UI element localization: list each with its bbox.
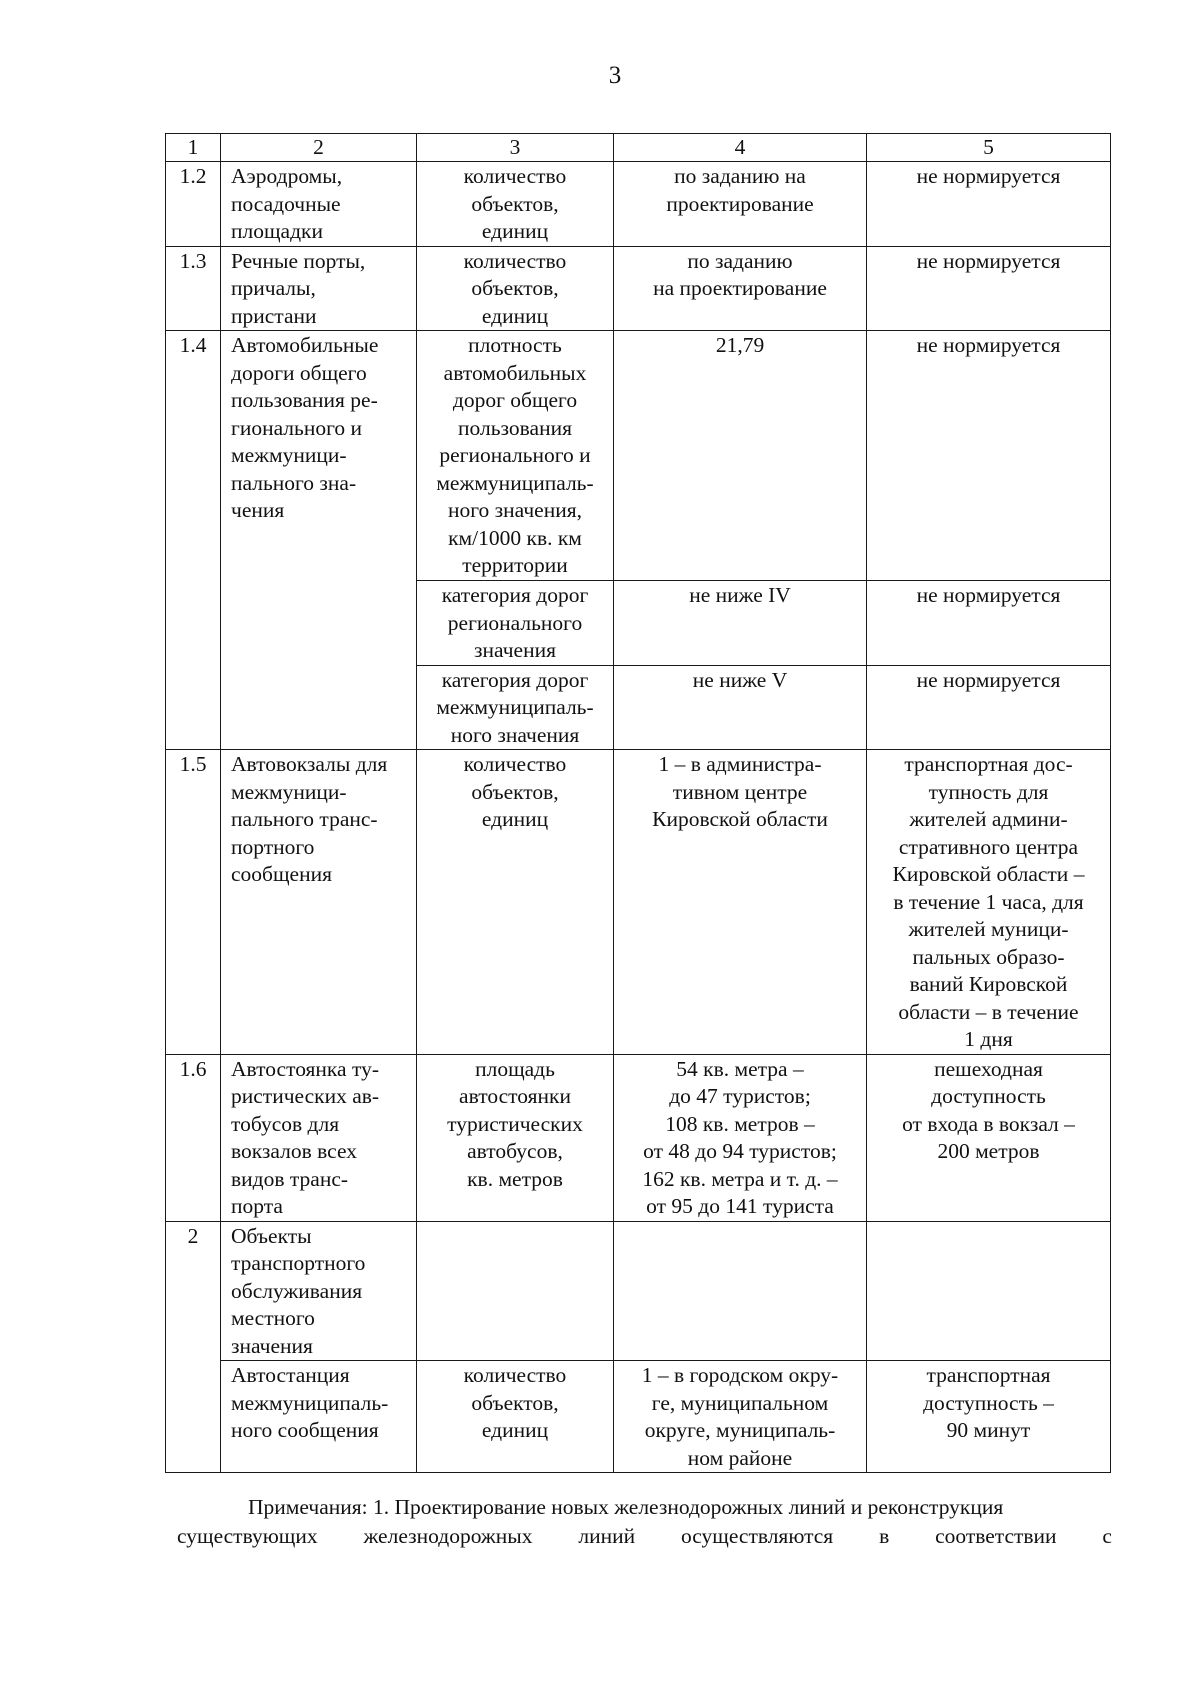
- indicator-cell: плотность автомобильных дорог общего пользования регионального и межмуниципаль- ного значения, км/1000 кв. км территории: [417, 331, 614, 581]
- accessibility-cell: не нормируется: [867, 665, 1111, 750]
- indicator-cell: категория дорог регионального значения: [417, 581, 614, 666]
- row-number-cell: 2: [166, 1221, 221, 1361]
- row-number-cell: 1.5: [166, 750, 221, 1055]
- notes-word: соответствии: [935, 1524, 1057, 1548]
- value-cell: [614, 1221, 867, 1361]
- table-row: [166, 246, 1111, 331]
- indicator-cell: категория дорог межмуниципаль- ного значения: [417, 665, 614, 750]
- value-cell: 21,79: [614, 331, 867, 581]
- value-cell: 1 – в городском окру- ге, муниципальном округе, муниципаль- ном районе: [614, 1361, 867, 1473]
- indicator-cell: количество объектов, единиц: [417, 162, 614, 247]
- header-cell: 1: [166, 134, 221, 162]
- header-cell: 4: [614, 134, 867, 162]
- notes-word: в: [879, 1524, 890, 1548]
- indicator-cell: количество объектов, единиц: [417, 750, 614, 1055]
- row-number-cell: 1.2: [166, 162, 221, 247]
- notes-paragraph: [177, 1493, 1112, 1551]
- value-cell: по заданию на проектирование: [614, 246, 867, 331]
- accessibility-cell: не нормируется: [867, 581, 1111, 666]
- object-name-cell: Речные порты, причалы, пристани: [221, 246, 417, 331]
- accessibility-cell: транспортная дос- тупность для жителей админи- стративного центра Кировской области – в течение 1 часа, для жителей муници- пальных образо- ваний Кировской области – в течение 1 дня: [867, 750, 1111, 1055]
- value-cell: не ниже V: [614, 665, 867, 750]
- table-row: [166, 750, 1111, 1055]
- row-number-cell: 1.4: [166, 331, 221, 750]
- row-number-cell: 1.6: [166, 1054, 221, 1221]
- accessibility-cell: не нормируется: [867, 246, 1111, 331]
- table-row: [166, 1221, 1111, 1361]
- table-row: [166, 331, 1111, 581]
- notes-line-1: Примечания: 1. Проектирование новых железнодорожных линий и реконструкция: [248, 1495, 1004, 1519]
- norms-table: [165, 133, 1111, 1473]
- notes-line-2: [177, 1522, 1112, 1551]
- object-name-cell: Автовокзалы для межмуници- пального транс- портного сообщения: [221, 750, 417, 1055]
- accessibility-cell: не нормируется: [867, 331, 1111, 581]
- table-row: [166, 162, 1111, 247]
- notes-word: существующих: [177, 1524, 318, 1548]
- object-name-cell: Объекты транспортного обслуживания местного значения: [221, 1221, 417, 1361]
- value-cell: 54 кв. метра – до 47 туристов; 108 кв. метров – от 48 до 94 туристов; 162 кв. метра и т. д. – от 95 до 141 туриста: [614, 1054, 867, 1221]
- header-cell: 2: [221, 134, 417, 162]
- notes-word: линий: [578, 1524, 636, 1548]
- accessibility-cell: транспортная доступность – 90 минут: [867, 1361, 1111, 1473]
- table-row: [166, 1054, 1111, 1221]
- value-cell: 1 – в администра- тивном центре Кировской области: [614, 750, 867, 1055]
- indicator-cell: [417, 1221, 614, 1361]
- object-name-cell: Автостанция межмуниципаль- ного сообщения: [221, 1361, 417, 1473]
- accessibility-cell: пешеходная доступность от входа в вокзал – 200 метров: [867, 1054, 1111, 1221]
- page-number: 3: [608, 62, 622, 89]
- accessibility-cell: [867, 1221, 1111, 1361]
- row-number-cell: [166, 1361, 221, 1473]
- object-name-cell: Автостоянка ту- ристических ав- тобусов для вокзалов всех видов транс- порта: [221, 1054, 417, 1221]
- header-cell: 3: [417, 134, 614, 162]
- table-row: [166, 1361, 1111, 1473]
- value-cell: не ниже IV: [614, 581, 867, 666]
- notes-word: с: [1102, 1524, 1112, 1548]
- value-cell: по заданию на проектирование: [614, 162, 867, 247]
- header-cell: 5: [867, 134, 1111, 162]
- indicator-cell: количество объектов, единиц: [417, 1361, 614, 1473]
- object-name-cell: Автомобильные дороги общего пользования ре- гионального и межмуници- пального зна- чения: [221, 331, 417, 750]
- notes-word: железнодорожных: [363, 1524, 533, 1548]
- accessibility-cell: не нормируется: [867, 162, 1111, 247]
- indicator-cell: площадь автостоянки туристических автобусов, кв. метров: [417, 1054, 614, 1221]
- row-number-cell: 1.3: [166, 246, 221, 331]
- table-header-row: [166, 134, 1111, 162]
- notes-word: осуществляются: [680, 1524, 834, 1548]
- object-name-cell: Аэродромы, посадочные площадки: [221, 162, 417, 247]
- indicator-cell: количество объектов, единиц: [417, 246, 614, 331]
